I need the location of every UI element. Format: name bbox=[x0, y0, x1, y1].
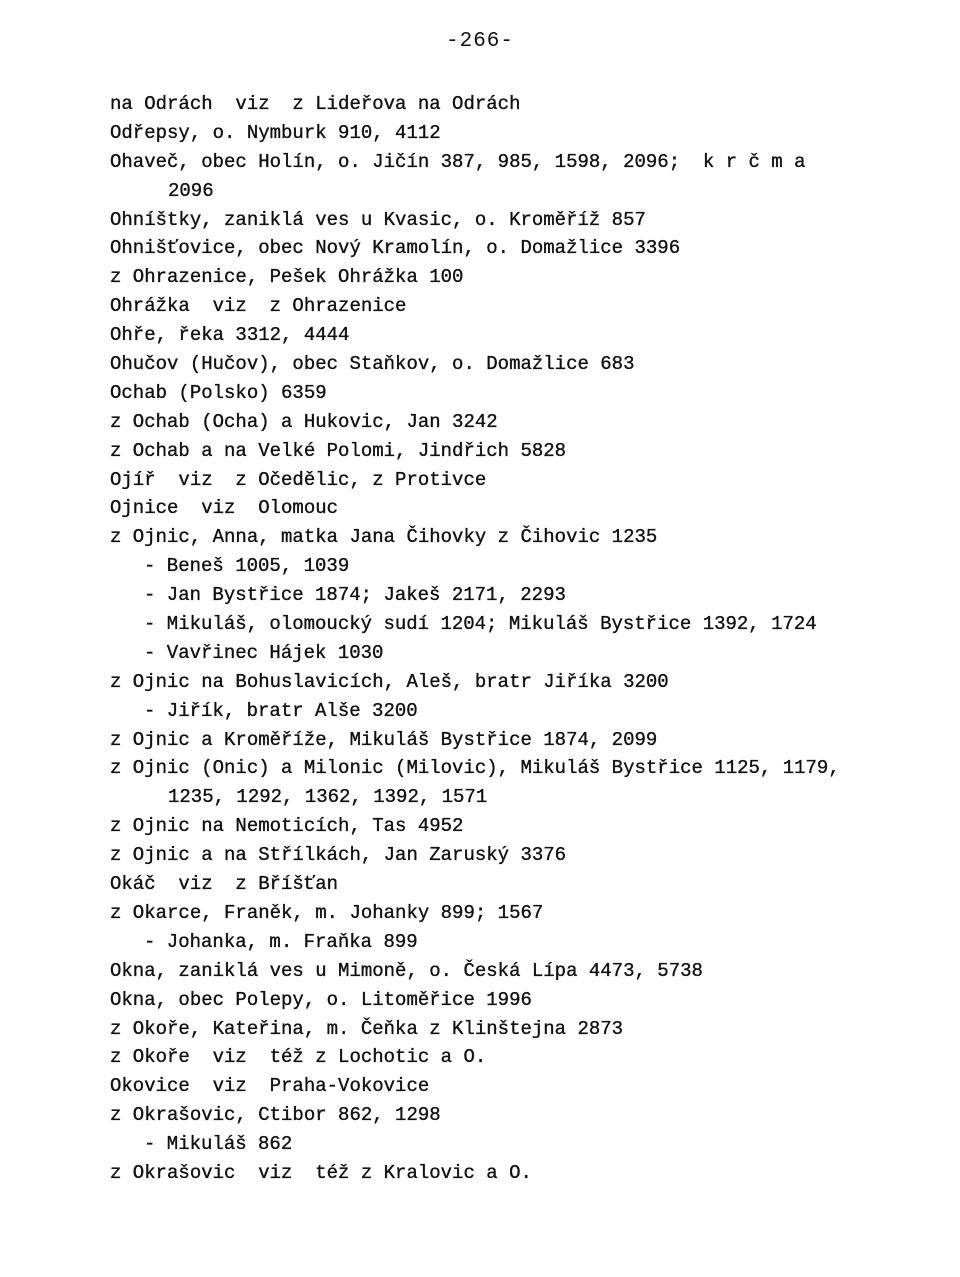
index-entry: z Ojnic (Onic) a Milonic (Milovic), Mikuláš Bystřice 1125, 1179, bbox=[110, 757, 840, 780]
index-entries bbox=[110, 90, 930, 1188]
index-entry: Ojíř viz z Očedělic, z Protivce bbox=[110, 468, 487, 491]
index-subentry: - Vavřinec Hájek 1030 bbox=[144, 641, 384, 664]
index-entry: Ohaveč, obec Holín, o. Jičín 387, 985, 1598, 2096; k r č m a bbox=[110, 150, 806, 173]
index-entry-continuation: 2096 bbox=[168, 179, 214, 202]
index-entry: z Okarce, Franěk, m. Johanky 899; 1567 bbox=[110, 901, 544, 924]
index-subentry: - Jan Bystřice 1874; Jakeš 2171, 2293 bbox=[144, 584, 566, 607]
index-entry: z Okrašovic viz též z Kralovic a O. bbox=[110, 1161, 532, 1184]
index-entry: Ohře, řeka 3312, 4444 bbox=[110, 324, 350, 347]
index-entry: z Ojnic a Kroměříže, Mikuláš Bystřice 1874, 2099 bbox=[110, 728, 658, 751]
index-entry: Ochab (Polsko) 6359 bbox=[110, 381, 327, 404]
index-entry: z Ojnic na Nemoticích, Tas 4952 bbox=[110, 815, 464, 838]
index-entry: Ohníštky, zaniklá ves u Kvasic, o. Kroměříž 857 bbox=[110, 208, 646, 231]
index-entry: z Ojnic, Anna, matka Jana Čihovky z Čihovic 1235 bbox=[110, 526, 658, 549]
index-entry: z Ojnic na Bohuslavicích, Aleš, bratr Jiříka 3200 bbox=[110, 670, 669, 693]
index-entry: na Odrách viz z Lideřova na Odrách bbox=[110, 93, 521, 115]
index-entry: z Okoře viz též z Lochotic a O. bbox=[110, 1046, 487, 1069]
index-entry: Okovice viz Praha-Vokovice bbox=[110, 1075, 430, 1098]
index-entry: z Okoře, Kateřina, m. Čeňka z Klinštejna 2873 bbox=[110, 1017, 624, 1040]
index-entry: Okna, zaniklá ves u Mimoně, o. Česká Lípa 4473, 5738 bbox=[110, 959, 703, 982]
index-entry: z Okrašovic, Ctibor 862, 1298 bbox=[110, 1104, 441, 1127]
index-entry-continuation: 1235, 1292, 1362, 1392, 1571 bbox=[168, 786, 488, 809]
index-subentry: - Beneš 1005, 1039 bbox=[144, 555, 350, 578]
index-entry: z Ochab a na Velké Polomi, Jindřich 5828 bbox=[110, 439, 567, 462]
index-entry: Ojnice viz Olomouc bbox=[110, 497, 339, 520]
index-subentry: - Johanka, m. Fraňka 899 bbox=[144, 930, 418, 953]
index-entry: Ohučov (Hučov), obec Staňkov, o. Domažlice 683 bbox=[110, 353, 635, 376]
index-subentry: - Mikuláš, olomoucký sudí 1204; Mikuláš Bystřice 1392, 1724 bbox=[144, 613, 817, 636]
index-entry: z Ohrazenice, Pešek Ohrážka 100 bbox=[110, 266, 464, 289]
index-entry: Okna, obec Polepy, o. Litoměřice 1996 bbox=[110, 988, 532, 1011]
index-entry: Ohnišťovice, obec Nový Kramolín, o. Domažlice 3396 bbox=[110, 237, 681, 260]
page-number: -266- bbox=[445, 30, 514, 53]
index-entry: Ohrážka viz z Ohrazenice bbox=[110, 295, 407, 318]
index-subentry: - Mikuláš 862 bbox=[144, 1133, 293, 1156]
index-entry: Odřepsy, o. Nymburk 910, 4112 bbox=[110, 121, 441, 144]
index-entry: Okáč viz z Bříšťan bbox=[110, 873, 339, 896]
index-entry: z Ochab (Ocha) a Hukovic, Jan 3242 bbox=[110, 410, 498, 433]
index-subentry: - Jiřík, bratr Alše 3200 bbox=[144, 699, 418, 722]
index-entry: z Ojnic a na Střílkách, Jan Zaruský 3376 bbox=[110, 844, 567, 867]
